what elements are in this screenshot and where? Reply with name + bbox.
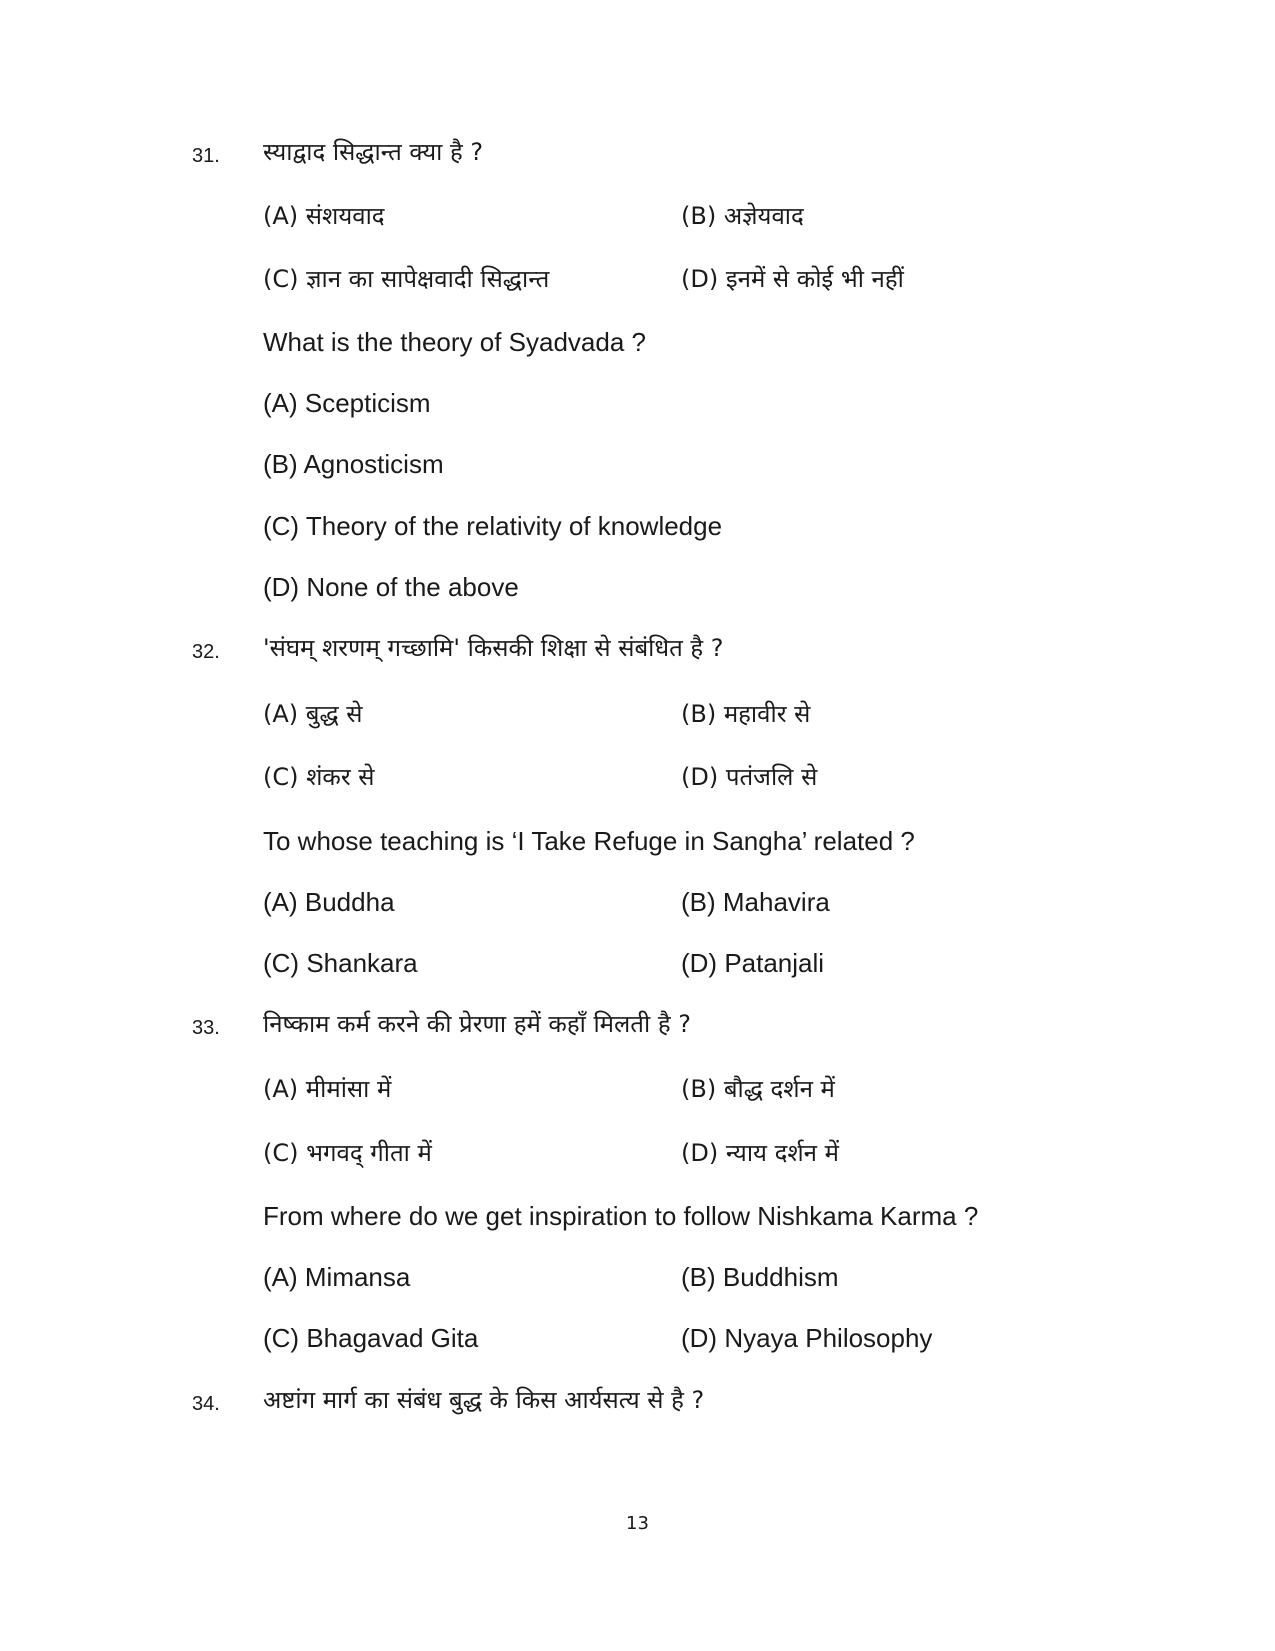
hindi-option-a: (A) मीमांसा में	[263, 1075, 392, 1103]
english-option-a: (A) Buddha	[263, 887, 395, 917]
question-number: 32.	[192, 641, 220, 663]
hindi-option-b: (B) अज्ञेयवाद	[681, 202, 804, 230]
hindi-option-d: (D) न्याय दर्शन में	[681, 1139, 839, 1167]
english-option-d: (D) Patanjali	[681, 948, 825, 978]
hindi-option-b: (B) महावीर से	[681, 700, 811, 728]
hindi-question-text: 'संघम् शरणम् गच्छामि' किसकी शिक्षा से संबंधित है ?	[263, 634, 724, 662]
page-number: 13	[626, 1513, 649, 1534]
hindi-question-text: अष्टांग मार्ग का संबंध बुद्ध के किस आर्यसत्य से है ?	[263, 1386, 705, 1414]
hindi-option-d: (D) इनमें से कोई भी नहीं	[681, 265, 904, 293]
hindi-option-c: (C) ज्ञान का सापेक्षवादी सिद्धान्त	[263, 265, 550, 293]
hindi-option-b: (B) बौद्ध दर्शन में	[681, 1075, 835, 1103]
english-question-text: From where do we get inspiration to follow Nishkama Karma ?	[263, 1201, 979, 1231]
english-option-b: (B) Agnosticism	[263, 449, 444, 479]
question-number: 33.	[192, 1017, 220, 1039]
english-option-c: (C) Shankara	[263, 948, 418, 978]
english-option-d: (D) Nyaya Philosophy	[681, 1323, 933, 1353]
english-option-d: (D) None of the above	[263, 572, 519, 602]
hindi-option-a: (A) संशयवाद	[263, 202, 385, 230]
hindi-option-a: (A) बुद्ध से	[263, 700, 363, 728]
english-option-a: (A) Mimansa	[263, 1262, 411, 1292]
english-option-a: (A) Scepticism	[263, 388, 431, 418]
hindi-option-c: (C) भगवद् गीता में	[263, 1139, 432, 1167]
question-number: 34.	[192, 1393, 220, 1415]
english-option-c: (C) Theory of the relativity of knowledge	[263, 511, 723, 541]
english-option-c: (C) Bhagavad Gita	[263, 1323, 479, 1353]
hindi-option-c: (C) शंकर से	[263, 763, 375, 791]
hindi-question-text: निष्काम कर्म करने की प्रेरणा हमें कहाँ मिलती है ?	[263, 1010, 691, 1038]
hindi-question-text: स्याद्वाद सिद्धान्त क्या है ?	[263, 138, 484, 166]
english-option-b: (B) Mahavira	[681, 887, 830, 917]
english-question-text: To whose teaching is ‘I Take Refuge in Sangha’ related ?	[263, 826, 915, 856]
question-number: 31.	[192, 145, 220, 167]
english-question-text: What is the theory of Syadvada ?	[263, 327, 646, 357]
hindi-option-d: (D) पतंजलि से	[681, 763, 818, 791]
english-option-b: (B) Buddhism	[681, 1262, 839, 1292]
